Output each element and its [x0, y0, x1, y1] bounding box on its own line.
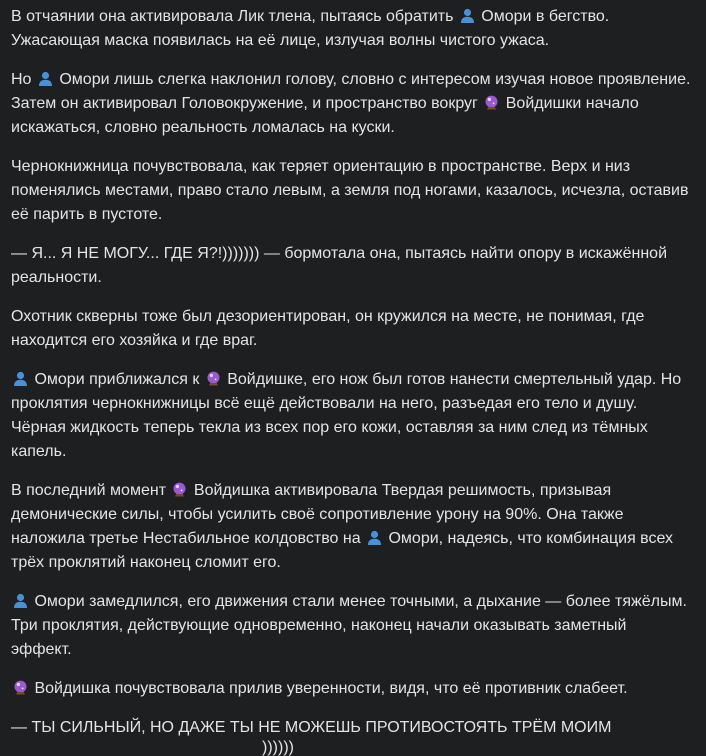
paragraph-text: — Я... Я НЕ МОГУ... ГДЕ Я?!))))))) — бормотала она, пытаясь найти опору в искажённой реальности. — [11, 245, 672, 286]
message-paragraph — [11, 590, 691, 662]
message-paragraph — [11, 716, 691, 740]
paragraph-text: Омори лишь слегка наклонил голову, словно с интересом изучая новое проявление. Затем он активировал Головокружение, и пространство вокруг — [11, 71, 695, 112]
paragraph-text: — ТЫ СИЛЬНЫЙ, НО ДАЖЕ ТЫ НЕ МОЖЕШЬ ПРОТИВОСТОЯТЬ ТРЁМ МОИМ — [11, 719, 612, 736]
paragraph-text: Войдишке, его нож был готов нанести смертельный удар. Но проклятия чернокнижницы всё ещё действовали на него, разъедая его тело и душу. Чёрная жидкость теперь текла из всех пор его кожи, оставляя за ним след из тёмных капель. — [11, 371, 686, 460]
paragraph-text: Омори замедлился, его движения стали менее точными, а дыхание — более тяжёлым. Три проклятия, действующие одновременно, наконец начали оказывать заметный эффект. — [11, 593, 692, 658]
crystal-ball-icon — [12, 679, 29, 696]
message-paragraph — [11, 68, 695, 140]
message-paragraph — [11, 677, 691, 701]
bust-in-silhouette-icon — [12, 370, 29, 387]
paragraph-text: В последний момент — [11, 482, 171, 499]
bust-in-silhouette-icon — [459, 7, 476, 24]
message-paragraph — [11, 368, 691, 464]
bust-in-silhouette-icon — [12, 592, 29, 609]
paragraph-text: Омори приближался к — [30, 371, 204, 388]
paragraph-text: Войдишка почувствовала прилив уверенности, видя, что её противник слабеет. — [30, 680, 628, 697]
assistant-message — [11, 5, 695, 755]
message-paragraph — [11, 5, 691, 53]
crystal-ball-icon — [171, 481, 188, 498]
message-paragraph — [11, 479, 691, 575]
bust-in-silhouette-icon — [37, 70, 54, 87]
paragraph-text: Омори, надеясь, что комбинация всех трёх проклятий наконец сломит его. — [11, 530, 678, 571]
crystal-ball-icon — [483, 94, 500, 111]
paragraph-text: Омори в бегство. Ужасающая маска появилась на её лице, излучая волны чистого ужаса. — [11, 8, 614, 49]
paragraph-text: Войдишка активировала Твердая решимость, призывая демонические силы, чтобы усилить своё сопротивление урону на 90%. Она также наложила третье Нестабильное колдовство на — [11, 482, 628, 547]
cut-off-text-line: )))))) — [262, 739, 294, 756]
message-paragraph — [11, 242, 691, 290]
message-paragraph — [11, 305, 691, 353]
paragraph-text: Чернокнижница почувствовала, как теряет ориентацию в пространстве. Верх и низ поменялись местами, право стало левым, а земля под ногами, казалось, исчезла, оставив её парить в пустоте. — [11, 158, 693, 223]
bust-in-silhouette-icon — [366, 529, 383, 546]
crystal-ball-icon — [205, 370, 222, 387]
paragraph-text: Охотник скверны тоже был дезориентирован, он кружился на месте, не понимая, где находится его хозяйка и где враг. — [11, 308, 649, 349]
paragraph-text: Но — [11, 71, 36, 88]
paragraph-text: В отчаянии она активировала Лик тлена, пытаясь обратить — [11, 8, 458, 25]
message-paragraph — [11, 155, 691, 227]
paragraph-text: Войдишки начало искажаться, словно реальность ломалась на куски. — [11, 95, 644, 136]
